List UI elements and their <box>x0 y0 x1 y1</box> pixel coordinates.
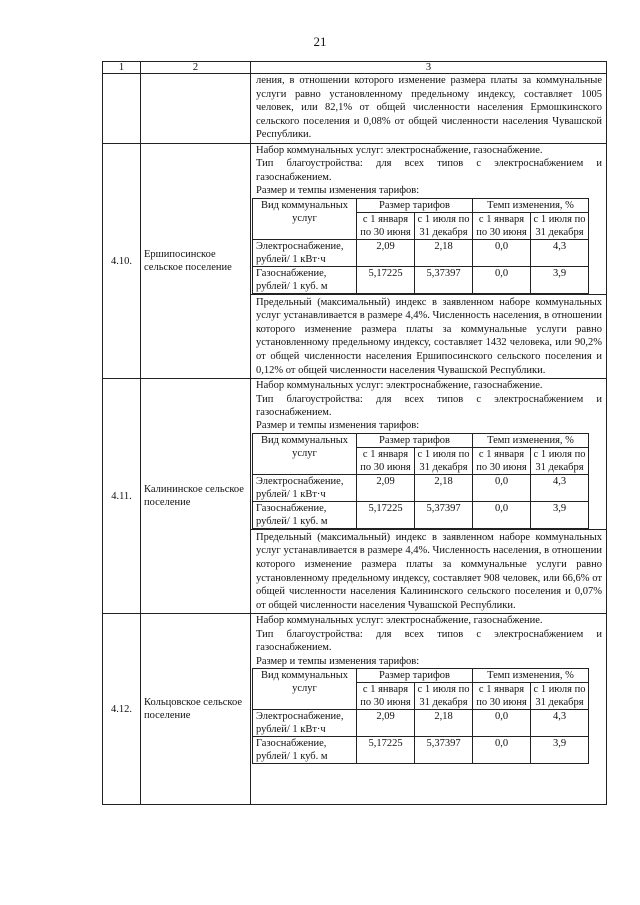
tariff-rate-jan: 0,0 <box>473 266 531 293</box>
tariff-rate-jul: 3,9 <box>531 736 589 763</box>
tariffs-caption: Размер и темпы изменения тарифов: <box>256 185 420 197</box>
tariff-row <box>253 709 589 736</box>
tariff-kind: Газоснабжение, рублей/ 1 куб. м <box>253 736 357 763</box>
tariff-header-rate-jan: с 1 января по 30 июня <box>473 212 531 239</box>
tariff-kind: Газоснабжение, рублей/ 1 куб. м <box>253 266 357 293</box>
tariff-rate-jul: 3,9 <box>531 266 589 293</box>
tariff-row <box>253 239 589 266</box>
table-header-row <box>103 62 607 74</box>
tariff-rate-jan: 0,0 <box>473 239 531 266</box>
settlement-name: Калининское сельское поселение <box>141 379 251 614</box>
tariff-header-kind: Вид коммунальных услуг <box>253 198 357 239</box>
tariff-rate-jan: 0,0 <box>473 501 531 528</box>
table-row <box>103 379 607 614</box>
tariff-size-jul: 2,18 <box>415 709 473 736</box>
tariff-row <box>253 501 589 528</box>
row-details <box>251 143 607 378</box>
index-text: Предельный (максимальный) индекс в заявленном наборе коммунальных услуг устанавливается в размере 4,4%. Численность населения, в отношении которого изменение размера платы за коммунальные услуги равно установленному предельному индексу, составляет 1432 человека, или 90,2% от общей численности населения Ершипосинского сельского поселения и 0,12% от общей численности населения Чувашской Республики. <box>251 294 606 379</box>
services-text: Набор коммунальных услуг: электроснабжение, газоснабжение. <box>256 380 543 392</box>
row-number: 4.12. <box>103 614 141 805</box>
tariff-size-jan: 2,09 <box>357 239 415 266</box>
tariff-header-size-jan: с 1 января по 30 июня <box>357 682 415 709</box>
tariff-size-jan: 2,09 <box>357 709 415 736</box>
tariff-table <box>252 433 589 529</box>
tariff-header-size-jan: с 1 января по 30 июня <box>357 212 415 239</box>
row-details <box>251 379 607 614</box>
tariff-table <box>252 668 589 764</box>
tariffs-caption: Размер и темпы изменения тарифов: <box>256 655 420 667</box>
page-number: 21 <box>313 34 327 49</box>
tariff-size-jul: 5,37397 <box>415 501 473 528</box>
tariff-header-rate-jan: с 1 января по 30 июня <box>473 682 531 709</box>
tariff-header-kind: Вид коммунальных услуг <box>253 433 357 474</box>
tariff-header-rate-jul: с 1 июля по 31 декабря <box>531 447 589 474</box>
index-text: Предельный (максимальный) индекс в заявленном наборе коммунальных услуг устанавливается в размере 4,4%. Численность населения, в отношении которого изменение размера платы за коммунальные услуги равно установленному предельному индексу, составляет 908 человек, или 66,6% от общей численности населения Калининского сельского поселения и 0,07% от общей численности населения Чувашской Республики. <box>251 529 606 614</box>
tariff-rate-jan: 0,0 <box>473 474 531 501</box>
tariff-rate-jan: 0,0 <box>473 736 531 763</box>
header-col-3: 3 <box>251 62 607 74</box>
tariff-row <box>253 266 589 293</box>
table-row <box>103 614 607 805</box>
tariff-size-jul: 2,18 <box>415 239 473 266</box>
tariff-header-size-jul: с 1 июля по 31 декабря <box>415 447 473 474</box>
continuation-text: ления, в отношении которого изменение размера платы за коммунальные услуги равно установленному предельному индексу, составляет 1005 человек, или 82,1% от общей численности населения Ермошкинского сельского поселения и 0,08% от общей численности населения Чувашской Республики. <box>256 75 602 141</box>
tariff-rate-jul: 4,3 <box>531 239 589 266</box>
tariff-size-jul: 2,18 <box>415 474 473 501</box>
tariff-header-rate: Темп изменения, % <box>473 433 589 447</box>
row-details <box>251 614 607 805</box>
tariffs-caption: Размер и темпы изменения тарифов: <box>256 420 420 432</box>
tariff-header-rate: Темп изменения, % <box>473 198 589 212</box>
tariff-header-size: Размер тарифов <box>357 668 473 682</box>
tariff-size-jul: 5,37397 <box>415 266 473 293</box>
tariff-size-jan: 2,09 <box>357 474 415 501</box>
improvement-text: Тип благоустройства: для всех типов с электроснабжением и газоснабжением. <box>256 158 602 183</box>
settlement-name: Ершипосинское сельское поселение <box>141 143 251 378</box>
tariff-header-size: Размер тарифов <box>357 433 473 447</box>
tariff-header-rate-jul: с 1 июля по 31 декабря <box>531 212 589 239</box>
tariff-header-rate-jul: с 1 июля по 31 декабря <box>531 682 589 709</box>
tariff-kind: Электроснабжение, рублей/ 1 кВт·ч <box>253 239 357 266</box>
tariff-rate-jul: 4,3 <box>531 474 589 501</box>
row-number: 4.10. <box>103 143 141 378</box>
tariff-size-jan: 5,17225 <box>357 736 415 763</box>
tariff-row <box>253 474 589 501</box>
settlement-name: Кольцовское сельское поселение <box>141 614 251 805</box>
tariff-size-jan: 5,17225 <box>357 266 415 293</box>
tariff-header-rate-jan: с 1 января по 30 июня <box>473 447 531 474</box>
tariff-kind: Газоснабжение, рублей/ 1 куб. м <box>253 501 357 528</box>
settlements-table <box>102 61 607 805</box>
tariff-row <box>253 736 589 763</box>
tariff-header-kind: Вид коммунальных услуг <box>253 668 357 709</box>
header-col-1: 1 <box>103 62 141 74</box>
tariff-kind: Электроснабжение, рублей/ 1 кВт·ч <box>253 709 357 736</box>
tariff-header-size-jul: с 1 июля по 31 декабря <box>415 212 473 239</box>
tariff-header-size-jan: с 1 января по 30 июня <box>357 447 415 474</box>
tariff-table <box>252 198 589 294</box>
header-col-2: 2 <box>141 62 251 74</box>
tariff-size-jul: 5,37397 <box>415 736 473 763</box>
table-row <box>103 143 607 378</box>
tariff-kind: Электроснабжение, рублей/ 1 кВт·ч <box>253 474 357 501</box>
tariff-rate-jul: 4,3 <box>531 709 589 736</box>
services-text: Набор коммунальных услуг: электроснабжение, газоснабжение. <box>256 615 543 627</box>
tariff-header-rate: Темп изменения, % <box>473 668 589 682</box>
improvement-text: Тип благоустройства: для всех типов с электроснабжением и газоснабжением. <box>256 628 602 654</box>
tariff-rate-jan: 0,0 <box>473 709 531 736</box>
improvement-text: Тип благоустройства: для всех типов с электроснабжением и газоснабжением. <box>256 393 602 418</box>
tariff-rate-jul: 3,9 <box>531 501 589 528</box>
services-text: Набор коммунальных услуг: электроснабжение, газоснабжение. <box>256 144 543 156</box>
continuation-row <box>103 74 607 144</box>
tariff-size-jan: 5,17225 <box>357 501 415 528</box>
tariff-header-size-jul: с 1 июля по 31 декабря <box>415 682 473 709</box>
tariff-header-size: Размер тарифов <box>357 198 473 212</box>
row-number: 4.11. <box>103 379 141 614</box>
